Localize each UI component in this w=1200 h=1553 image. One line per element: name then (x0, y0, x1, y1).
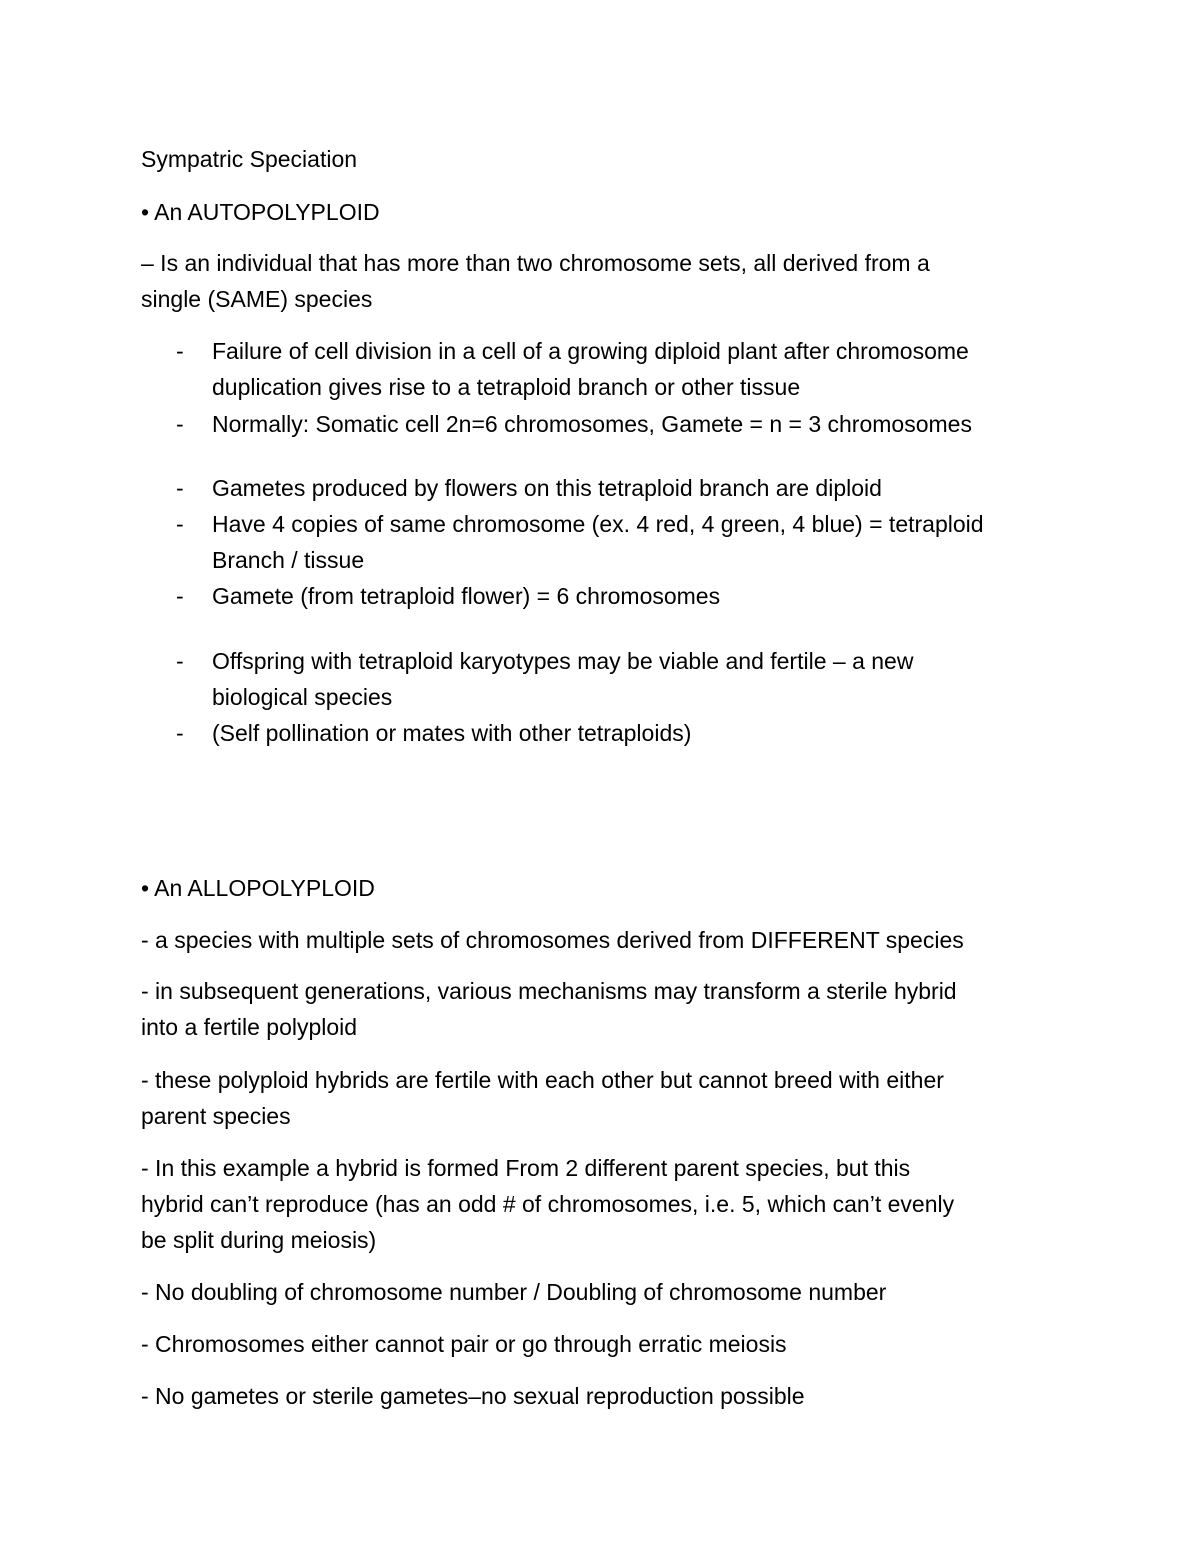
allopolyploid-paragraph-line: - No doubling of chromosome number / Doubling of chromosome number (141, 1279, 887, 1305)
autopolyploid-bullet-line: Branch / tissue (212, 547, 365, 573)
bullet-dash: - (176, 720, 184, 746)
allopolyploid-paragraph-line: be split during meiosis) (141, 1227, 377, 1253)
allopolyploid-paragraph-line: - a species with multiple sets of chromosomes derived from DIFFERENT species (141, 927, 964, 953)
allopolyploid-paragraph-line: - these polyploid hybrids are fertile with each other but cannot breed with either (141, 1067, 944, 1093)
autopolyploid-bullet-line: duplication gives rise to a tetraploid branch or other tissue (212, 374, 801, 400)
autopolyploid-bullet-line: Failure of cell division in a cell of a growing diploid plant after chromosome (212, 338, 969, 364)
autopolyploid-bullet-line: Gametes produced by flowers on this tetraploid branch are diploid (212, 475, 882, 501)
allopolyploid-paragraph-line: parent species (141, 1103, 291, 1129)
autopolyploid-bullet-line: Normally: Somatic cell 2n=6 chromosomes, Gamete = n = 3 chromosomes (212, 411, 972, 437)
autopolyploid-bullet-line: Gamete (from tetraploid flower) = 6 chromosomes (212, 583, 721, 609)
bullet-dash: - (176, 583, 184, 609)
document-title: Sympatric Speciation (141, 146, 358, 172)
bullet-dash: - (176, 338, 184, 364)
allopolyploid-heading: • An ALLOPOLYPLOID (141, 875, 375, 901)
autopolyploid-bullet-line: Have 4 copies of same chromosome (ex. 4 red, 4 green, 4 blue) = tetraploid (212, 511, 984, 537)
autopolyploid-heading: • An AUTOPOLYPLOID (141, 199, 380, 225)
autopolyploid-definition-line: single (SAME) species (141, 286, 373, 312)
allopolyploid-paragraph-line: hybrid can’t reproduce (has an odd # of chromosomes, i.e. 5, which can’t evenly (141, 1191, 955, 1217)
autopolyploid-bullet-line: (Self pollination or mates with other tetraploids) (212, 720, 692, 746)
allopolyploid-paragraph-line: - Chromosomes either cannot pair or go through erratic meiosis (141, 1331, 787, 1357)
allopolyploid-paragraph-line: - In this example a hybrid is formed From 2 different parent species, but this (141, 1155, 911, 1181)
autopolyploid-bullet-line: Offspring with tetraploid karyotypes may be viable and fertile – a new (212, 648, 914, 674)
bullet-dash: - (176, 511, 184, 537)
bullet-dash: - (176, 475, 184, 501)
allopolyploid-paragraph-line: - in subsequent generations, various mechanisms may transform a sterile hybrid (141, 978, 957, 1004)
bullet-dash: - (176, 648, 184, 674)
allopolyploid-paragraph-line: into a fertile polyploid (141, 1014, 358, 1040)
autopolyploid-definition-line: – Is an individual that has more than two chromosome sets, all derived from a (141, 250, 930, 276)
bullet-dash: - (176, 411, 184, 437)
autopolyploid-bullet-line: biological species (212, 684, 393, 710)
allopolyploid-paragraph-line: - No gametes or sterile gametes–no sexual reproduction possible (141, 1383, 805, 1409)
